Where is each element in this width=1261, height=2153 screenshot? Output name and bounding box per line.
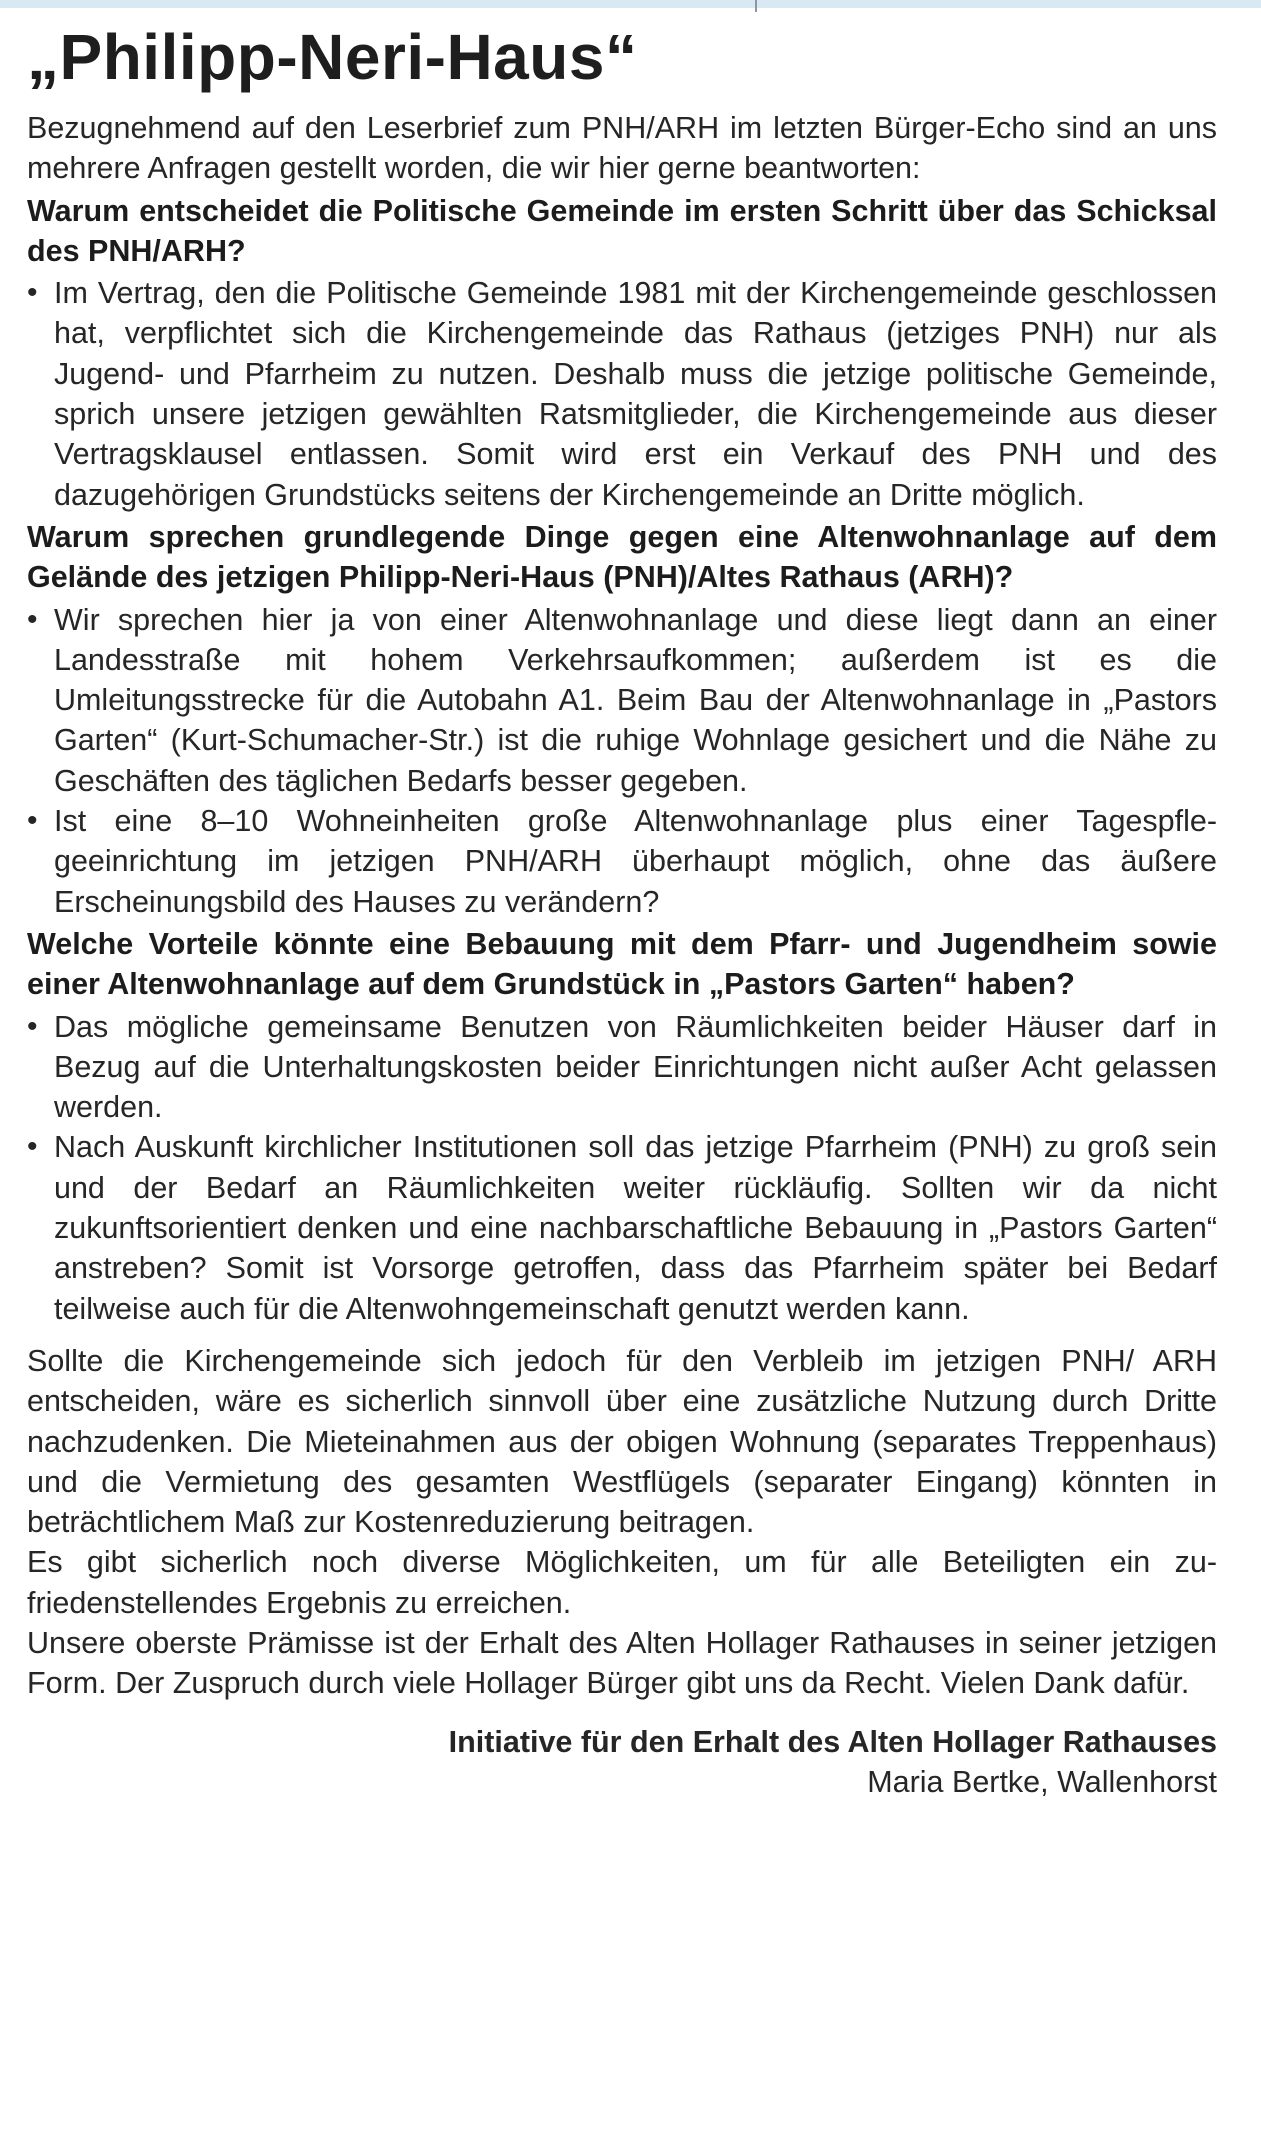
section-1 [27,191,1217,515]
bullet-icon: • [27,1009,38,1043]
signature-author: Maria Bertke, Wallenhorst [867,1764,1217,1799]
bullet-list [27,600,1217,922]
closing-paragraph: Unsere oberste Prämisse ist der Erhalt des Alten Hollager Rathauses in seiner jetzigen Form. Der Zuspruch durch viele Hollager Bürger gibt uns da Recht. Vielen Dank dafür. [27,1625,1217,1701]
closing-paragraph: Es gibt sicherlich noch diverse Möglichkeiten, um für alle Beteiligten ein zufriedenstellendes Ergebnis zu erreichen. [27,1545,1217,1620]
top-color-strip [0,0,1261,8]
closing-paragraph: Sollte die Kirchengemeinde sich jedoch für den Verbleib im jetzigen PNH/ ARH entscheiden, wäre es sicherlich sinnvoll über eine zusätzliche Nutzung durch Dritte nachzudenken. Die Mieteinahmen aus der obigen Wohnung (separates Treppenhaus) und die Vermietung des gesamten Westflügels (separater Eingang) könnten in beträchtlichem Maß zur Kostenreduzierung beitragen. [27,1343,1217,1540]
list-item-text: Wir sprechen hier ja von einer Altenwohnanlage und diese liegt dann an einer Landesstraße mit hohem Verkehrsaufkommen; außerdem ist es die Umleitungsstrecke für die Autobahn A1. Beim Bau der Altenwohnanlage in „Pastors Garten“ (Kurt-Schumacher-Str.) ist die ruhige Wohnlage gesichert und die Nähe zu Geschäften des täglichen Bedarfs besser gegeben. [54,602,1217,798]
section-question: Warum entscheidet die Politische Gemeinde im ersten Schritt über das Schicksal des PNH/ARH? [27,193,1217,268]
list-item [27,1007,1217,1128]
bullet-list [27,273,1217,515]
list-item [27,801,1217,922]
list-item-text: Ist eine 8–10 Wohneinheiten große Altenwohnanlage plus einer Tagespflegeeinrichtung im jetzigen PNH/ARH überhaupt möglich, ohne das äußere Erscheinungsbild des Hauses zu verändern? [54,804,1217,919]
article-title: „Philipp-Neri-Haus“ [27,21,638,93]
bullet-icon: • [27,602,38,636]
closing-block [27,1341,1217,1704]
signature-organization: Initiative für den Erhalt des Alten Hollager Rathauses [448,1724,1217,1759]
section-2 [27,517,1217,922]
section-3 [27,924,1217,1329]
list-item [27,1127,1217,1328]
list-item-text: Das mögliche gemeinsame Benutzen von Räumlichkeiten beider Häuser darf in Bezug auf die Unterhaltungskosten beider Einrichtungen nicht außer Acht gelassen werden. [54,1009,1217,1125]
article [27,18,1217,1802]
list-item [27,600,1217,801]
signature [27,1722,1217,1803]
list-item [27,273,1217,515]
intro-paragraph: Bezugnehmend auf den Leserbrief zum PNH/ARH im letzten Bürger-Echo sind an uns mehrere Anfragen gestellt worden, die wir hier gerne beantworten: [27,111,1217,186]
bullet-icon: • [27,1130,38,1164]
section-question: Warum sprechen grundlegende Dinge gegen eine Altenwohnanlage auf dem Gelände des jetzigen Philipp-Neri-Haus (PNH)/Altes Rathaus (ARH)? [27,519,1217,595]
bullet-list [27,1007,1217,1329]
bullet-icon: • [27,276,38,310]
list-item-text: Im Vertrag, den die Politische Gemeinde 1981 mit der Kirchengemeinde geschlossen hat, verpflichtet sich die Kirchengemeinde das Rathaus (jetziges PNH) nur als Jugend- und Pfarrheim zu nutzen. Deshalb muss die jetzige politische Gemeinde, sprich unsere jetzigen gewählten Ratsmitglieder, die Kirchengemeinde aus dieser Vertragsklausel entlassen. Somit wird erst ein Verkauf des PNH und des dazugehörigen Grundstücks seitens der Kirchengemeinde an Dritte möglich. [54,276,1217,512]
section-question: Welche Vorteile könnte eine Bebauung mit dem Pfarr- und Jugendheim sowie einer Altenwohnanlage auf dem Grundstück in „Pastors Garten“ haben? [27,926,1217,1002]
fold-mark [755,0,757,12]
bullet-icon: • [27,804,38,838]
list-item-text: Nach Auskunft kirchlicher Institutionen soll das jetzige Pfarrheim (PNH) zu groß sein und der Bedarf an Räumlichkeiten weiter rückläufig. Sollten wir da nicht zukunftsorientiert denken und eine nachbarschaftliche Bebauung in „Pastors Garten“ anstreben? Somit ist Vorsorge getroffen, dass das Pfarrheim später bei Bedarf teilweise auch für die Altenwohngemeinschaft genutzt werden kann. [54,1130,1217,1326]
